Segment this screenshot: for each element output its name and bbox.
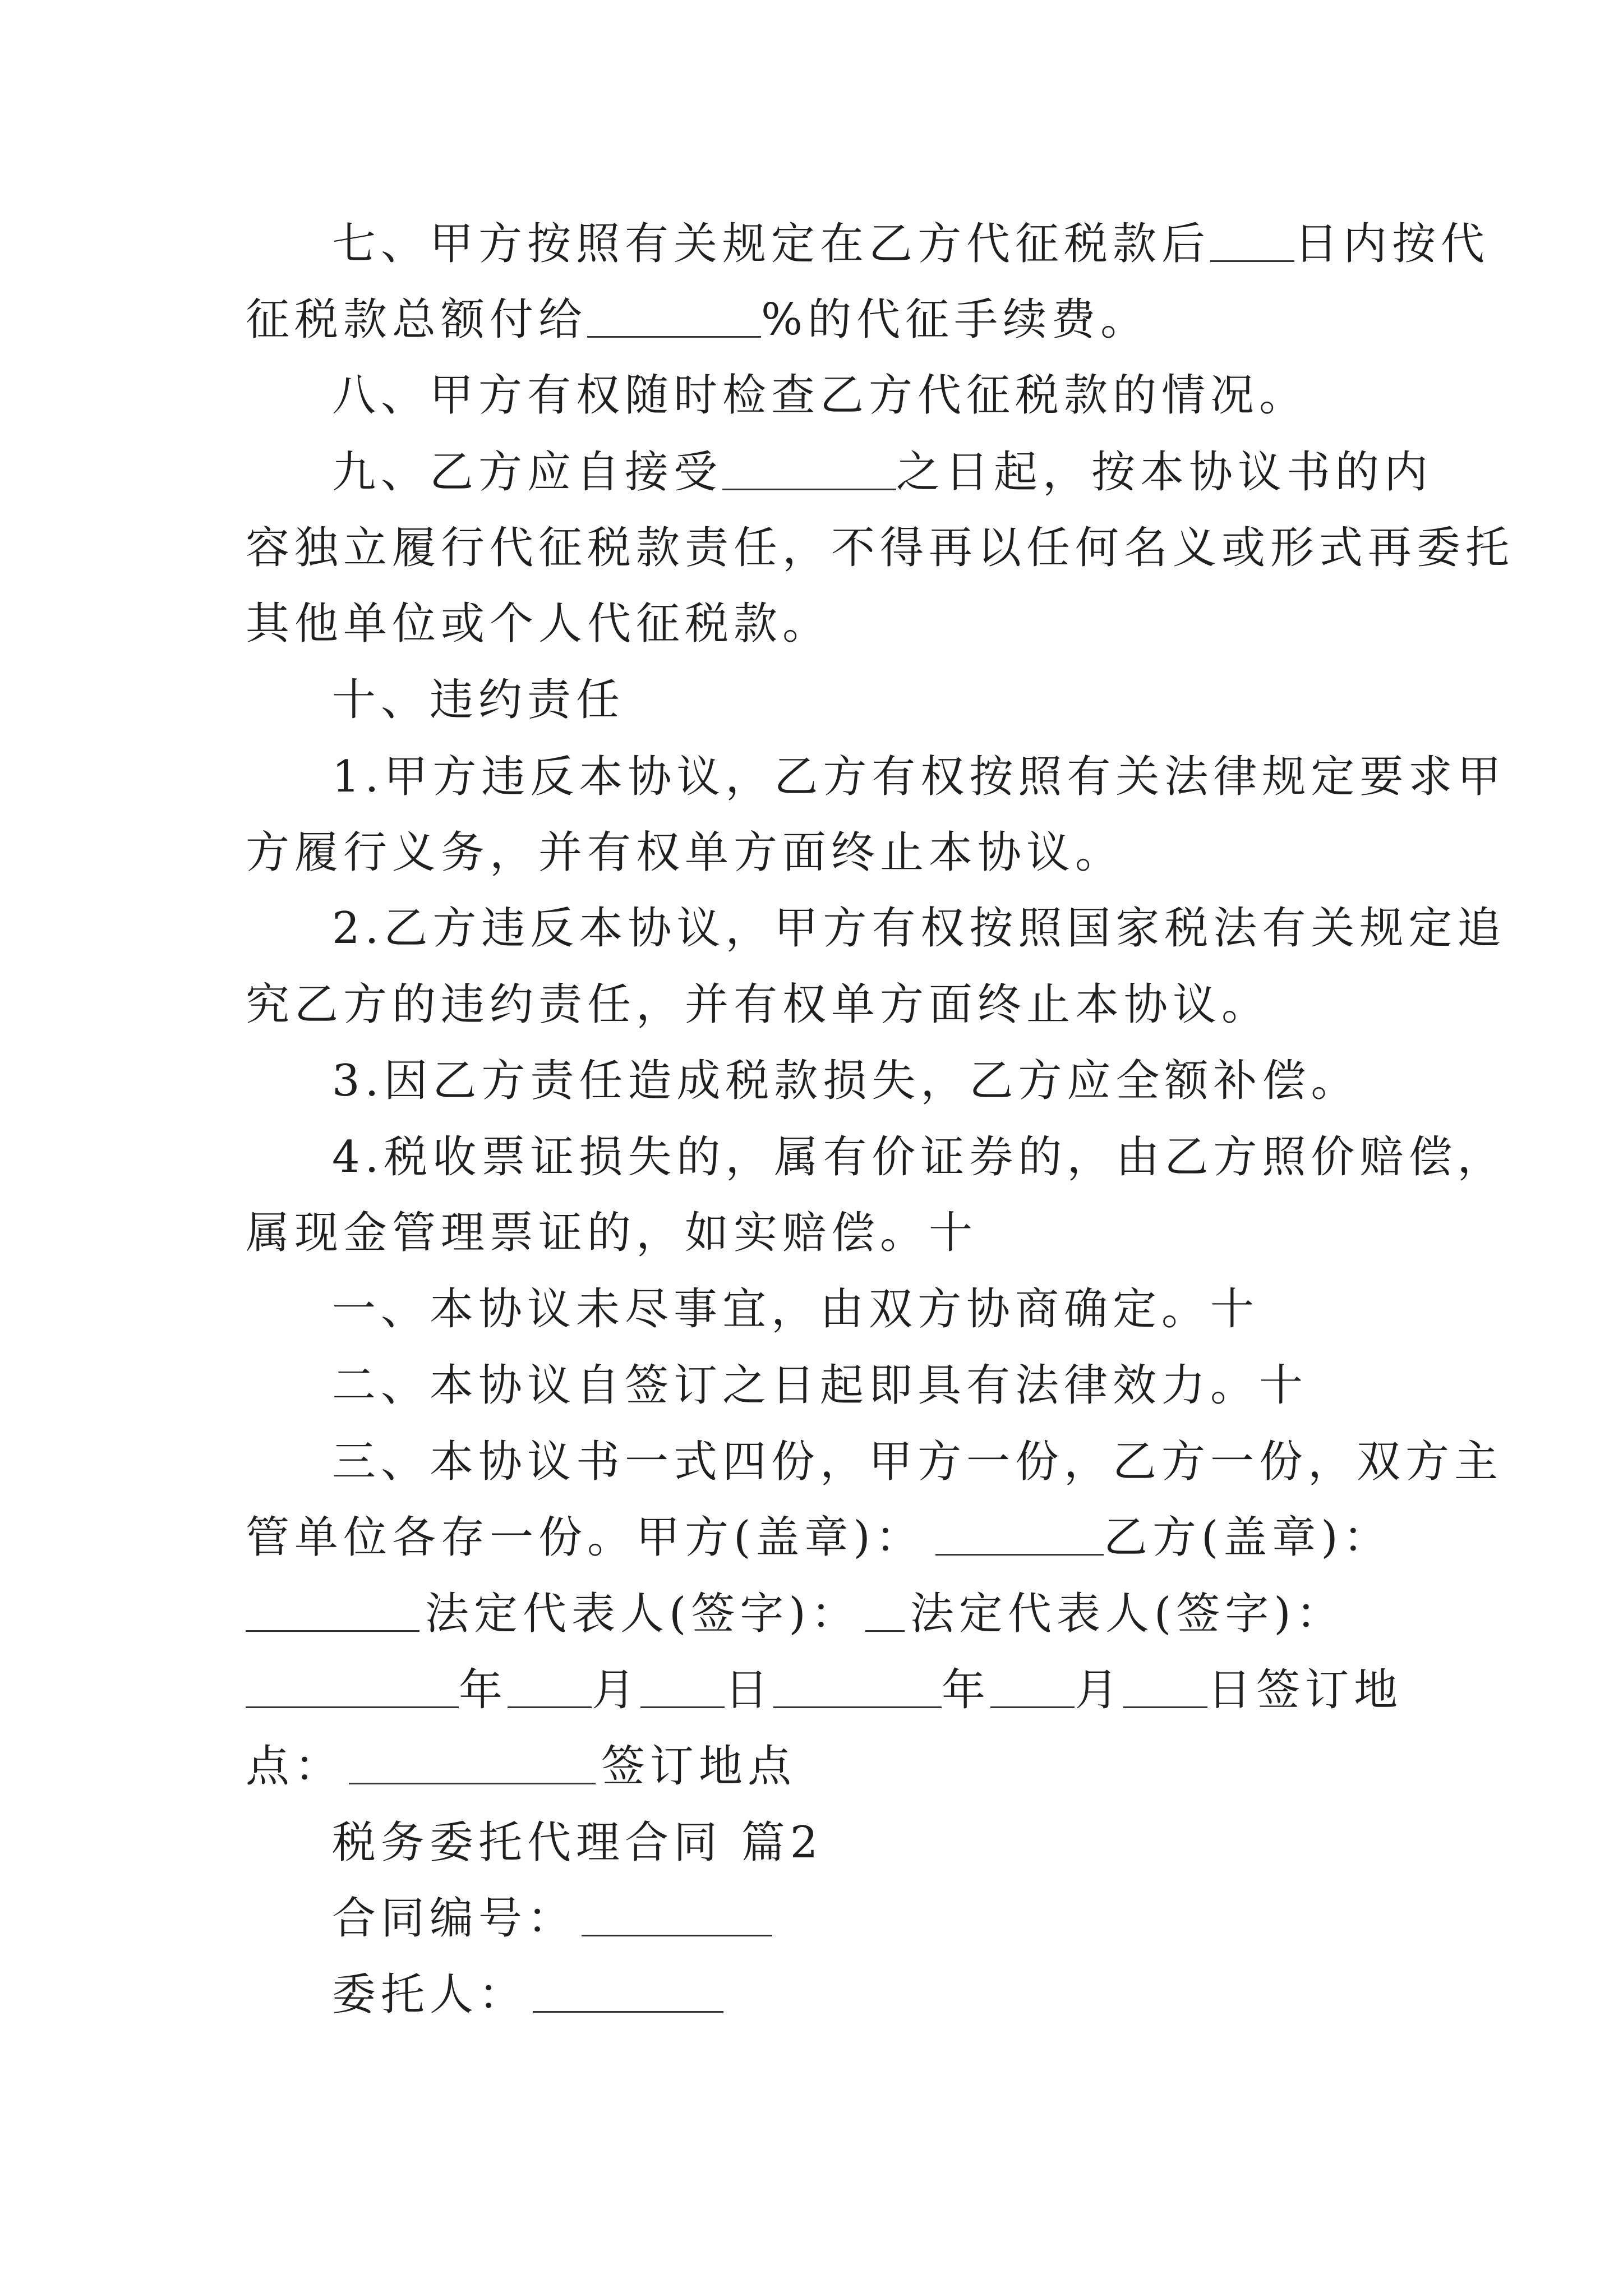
blank-month-b: [990, 1667, 1075, 1708]
clause-10-3: 3.因乙方责任造成税款损失，乙方应全额补偿。: [332, 1056, 1360, 1106]
contract-number-line: 合同编号：: [332, 1888, 1378, 1949]
clause-9-line-2: 容独立履行代征税款责任，不得再以任何名义或形式再委托: [246, 523, 1515, 573]
blank-month-a: [508, 1667, 592, 1708]
blank-party-a-seal: [935, 1515, 1104, 1556]
date-line: 年 月 日 年 月 日签订地: [246, 1659, 1378, 1721]
clause-11: 一、本协议未尽事宜，由双方协商确定。十: [332, 1284, 1260, 1335]
clause-10-4-line-2: 属现金管理票证的，如实赔偿。十: [246, 1208, 978, 1258]
blank-year-a: [246, 1667, 459, 1708]
section-title: 税务委托代理合同 篇2: [332, 1818, 823, 1868]
clause-10-1-line-2: 方履行义务，并有权单方面终止本协议。: [246, 827, 1124, 878]
clause-10-1-line-1: 1.甲方违反本协议，乙方有权按照有关法律规定要求甲: [332, 752, 1506, 802]
clause-10-2-line-1: 2.乙方违反本协议，甲方有权按照国家税法有关规定追: [332, 903, 1506, 954]
clause-7-line-2: 征税款总额付给 %的代征手续费。: [246, 295, 1150, 345]
clause-9-line-1: 九、乙方应自接受 之日起，按本协议书的内: [332, 447, 1433, 498]
blank-year-b: [773, 1667, 942, 1708]
blank-party-b-seal: [246, 1591, 419, 1632]
signature-line: 法定代表人(签字)： 法定代表人(签字)：: [246, 1583, 1378, 1645]
clause-13-line-2: 管单位各存一份。甲方(盖章)： 乙方(盖章)：: [246, 1512, 1392, 1563]
blank-client: [533, 1972, 723, 2013]
blank-contract-number: [582, 1895, 772, 1936]
blank-day-a: [640, 1667, 725, 1708]
blank-place: [349, 1743, 596, 1784]
clause-9-line-3: 其他单位或个人代征税款。: [246, 599, 832, 649]
blank-days: [1210, 221, 1294, 262]
client-line: 委托人：: [332, 1964, 1378, 2026]
clause-12: 二、本协议自签订之日起即具有法律效力。十: [332, 1360, 1308, 1411]
blank-rep-signature: [865, 1591, 905, 1632]
clause-10-4-line-1: 4.税收票证损失的，属有价证券的，由乙方照价赔偿，: [332, 1132, 1506, 1182]
blank-accept-date: [722, 449, 896, 490]
clause-8: 八、甲方有权随时检查乙方代征税款的情况。: [332, 370, 1308, 421]
blank-day-b: [1123, 1667, 1207, 1708]
clause-7-line-1: 七、甲方按照有关规定在乙方代征税款后 日内按代: [332, 219, 1490, 269]
clause-13-line-1: 三、本协议书一式四份，甲方一份，乙方一份，双方主: [332, 1437, 1504, 1487]
blank-percent: [587, 297, 761, 338]
clause-10-2-line-2: 究乙方的违约责任，并有权单方面终止本协议。: [246, 979, 1271, 1030]
clause-10-heading: 十、违约责任: [332, 675, 625, 725]
place-line: 点： 签订地点: [246, 1741, 797, 1792]
